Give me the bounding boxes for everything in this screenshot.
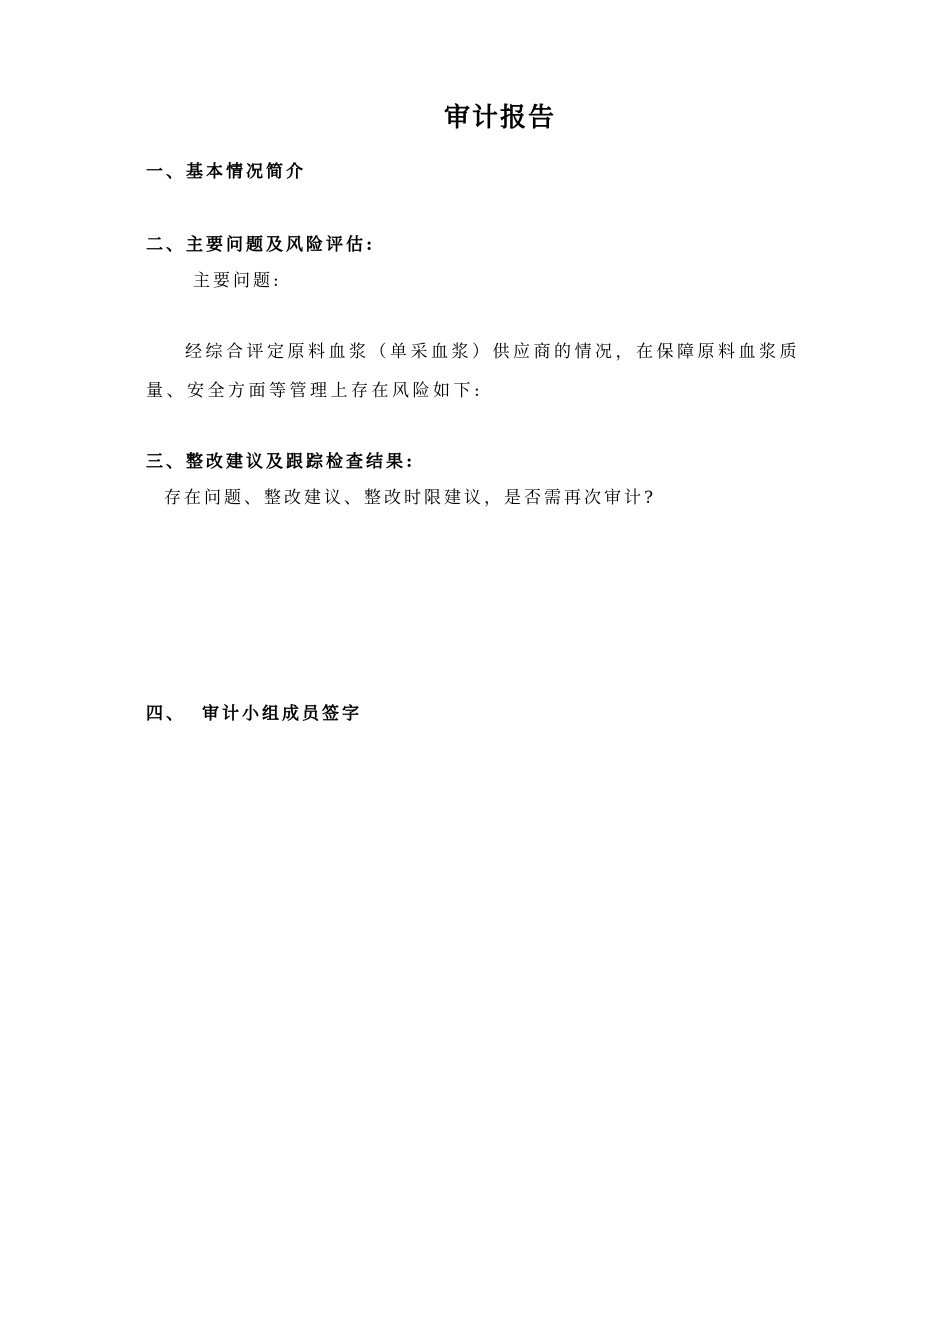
- problems-paragraph-line1: 经综合评定原料血浆（单采血浆）供应商的情况，在保障原料血浆质: [185, 342, 800, 362]
- problems-paragraph-line2: 量、安全方面等管理上存在风险如下:: [146, 381, 484, 401]
- signature-section-number: 四、: [146, 704, 186, 724]
- section-problems-heading: 二、主要问题及风险评估:: [146, 235, 376, 255]
- problems-subheading: 主要问题:: [193, 271, 282, 291]
- document-title: 审计报告: [443, 103, 556, 133]
- section-basic-heading: 一、基本情况简介: [146, 162, 306, 182]
- signature-section-label: 审计小组成员签字: [202, 704, 362, 724]
- section-signature-heading: [146, 699, 362, 724]
- rectification-paragraph: 存在问题、整改建议、整改时限建议，是否需再次审计?: [164, 488, 657, 508]
- section-rectification-heading: 三、整改建议及跟踪检查结果:: [146, 452, 416, 472]
